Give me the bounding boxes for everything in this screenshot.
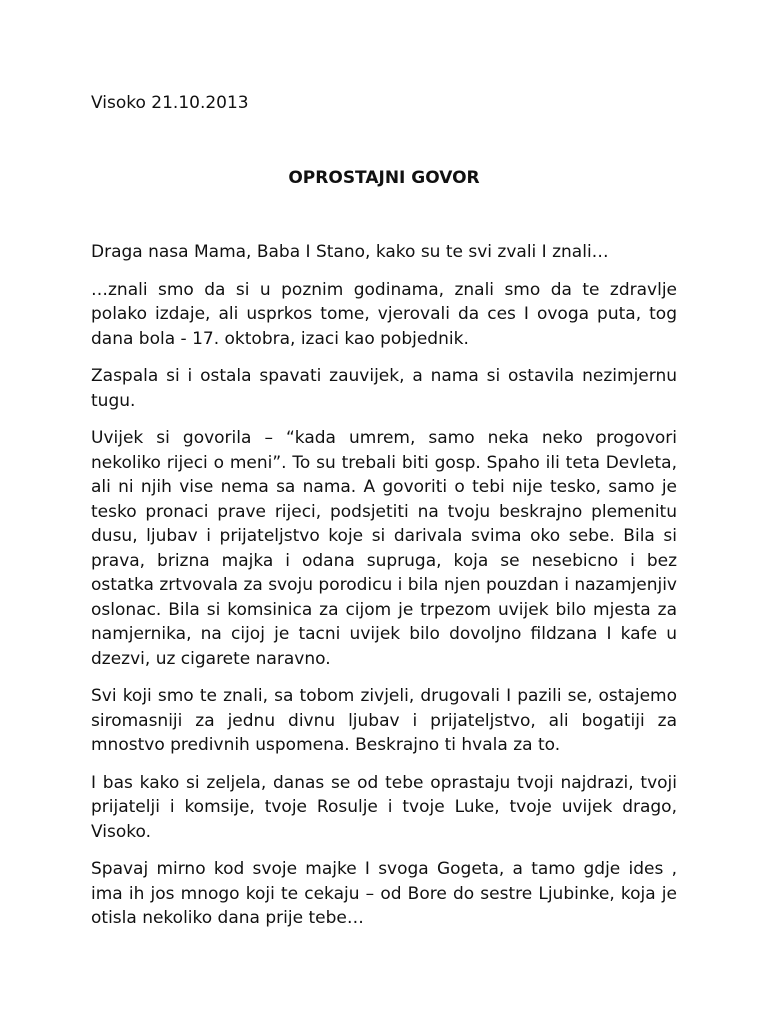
document-body — [91, 240, 677, 944]
paragraph: Spavaj mirno kod svoje majke I svoga Gogeta, a tamo gdje ides , ima ih jos mnogo koji te cekaju – od Bore do sestre Ljubinke, koja je otisla nekoliko dana prije tebe… — [91, 859, 677, 928]
paragraph-greeting: Draga nasa Mama, Baba I Stano, kako su te svi zvali I znali… — [91, 242, 609, 262]
paragraph: Uvijek si govorila – “kada umrem, samo neka neko progovori nekoliko rijeci o meni”. To su trebali biti gosp. Spaho ili teta Devleta, ali ni njih vise nema sa nama. A govoriti o tebi nije tesko, samo je tesko pronaci prave rijeci, podsjetiti na tvoju beskrajno plemenitu dusu, ljubav i prijateljstvo koje si darivala svima oko sebe. Bila si prava, brizna majka i odana supruga, koja se nesebicno i bez ostatka zrtvovala za svoju porodicu i bila njen pouzdan i nazamjenjiv oslonac. Bila si komsinica za cijom je trpezom uvijek bilo mjesta za namjernika, na cijoj je tacni uvijek bilo dovoljno fildzana I kafe u dzezvi, uz cigarete naravno. — [91, 428, 677, 669]
paragraph: Zaspala si i ostala spavati zauvijek, a nama si ostavila nezimjernu tugu. — [91, 366, 677, 411]
paragraph: …znali smo da si u poznim godinama, znali smo da te zdravlje polako izdaje, ali usprkos tome, vjerovali da ces I ovoga puta, tog dana bola - 17. oktobra, izaci kao pobjednik. — [91, 279, 677, 349]
paragraph: Svi koji smo te znali, sa tobom zivjeli, drugovali I pazili se, ostajemo siromasniji za jednu divnu ljubav i prijateljstvo, ali bogatiji za mnostvo predivnih uspomena. Beskrajno ti hvala za to. — [91, 686, 677, 755]
date-line: Visoko 21.10.2013 — [91, 93, 249, 113]
paragraph: I bas kako si zeljela, danas se od tebe oprastaju tvoji najdrazi, tvoji prijatelji i komsije, tvoje Rosulje i tvoje Luke, tvoje uvijek drago, Visoko. — [91, 772, 677, 842]
document-title: OPROSTAJNI GOVOR — [288, 168, 480, 188]
